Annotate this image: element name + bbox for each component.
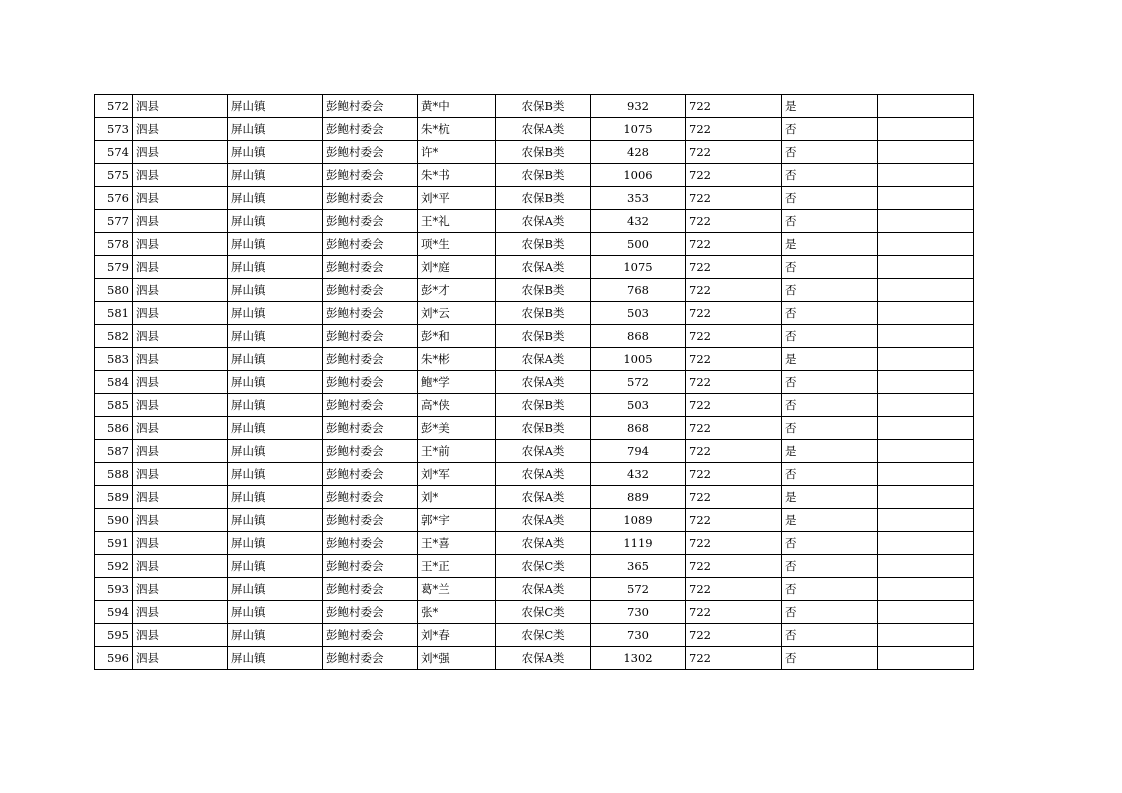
town-cell: 屏山镇 [228,210,323,233]
row-number: 572 [95,95,133,118]
category-cell: 农保B类 [496,164,591,187]
name-cell: 黄*中 [418,95,496,118]
town-cell: 屏山镇 [228,118,323,141]
village-cell: 彭鲍村委会 [323,141,418,164]
table-row [95,647,974,670]
village-cell: 彭鲍村委会 [323,624,418,647]
flag-cell: 否 [782,647,878,670]
county-cell: 泗县 [133,164,228,187]
note-cell [878,256,974,279]
county-cell: 泗县 [133,187,228,210]
name-cell: 刘* [418,486,496,509]
note-cell [878,279,974,302]
table-row [95,417,974,440]
flag-cell: 否 [782,532,878,555]
category-cell: 农保A类 [496,256,591,279]
county-cell: 泗县 [133,486,228,509]
town-cell: 屏山镇 [228,141,323,164]
name-cell: 朱*彬 [418,348,496,371]
category-cell: 农保B类 [496,141,591,164]
flag-cell: 否 [782,394,878,417]
row-number: 574 [95,141,133,164]
table-row [95,624,974,647]
name-cell: 刘*军 [418,463,496,486]
category-cell: 农保C类 [496,555,591,578]
note-cell [878,578,974,601]
category-cell: 农保A类 [496,440,591,463]
standard-cell: 722 [686,601,782,624]
note-cell [878,164,974,187]
standard-cell: 722 [686,279,782,302]
standard-cell: 722 [686,164,782,187]
name-cell: 刘*强 [418,647,496,670]
county-cell: 泗县 [133,509,228,532]
row-number: 578 [95,233,133,256]
standard-cell: 722 [686,118,782,141]
name-cell: 张* [418,601,496,624]
name-cell: 郭*宇 [418,509,496,532]
row-number: 588 [95,463,133,486]
amount-cell: 432 [591,210,686,233]
table-row [95,532,974,555]
county-cell: 泗县 [133,417,228,440]
county-cell: 泗县 [133,371,228,394]
village-cell: 彭鲍村委会 [323,118,418,141]
village-cell: 彭鲍村委会 [323,233,418,256]
village-cell: 彭鲍村委会 [323,279,418,302]
name-cell: 项*生 [418,233,496,256]
flag-cell: 否 [782,164,878,187]
category-cell: 农保B类 [496,417,591,440]
flag-cell: 否 [782,141,878,164]
standard-cell: 722 [686,463,782,486]
name-cell: 刘*云 [418,302,496,325]
name-cell: 刘*春 [418,624,496,647]
table-row [95,95,974,118]
row-number: 580 [95,279,133,302]
town-cell: 屏山镇 [228,486,323,509]
village-cell: 彭鲍村委会 [323,325,418,348]
standard-cell: 722 [686,624,782,647]
town-cell: 屏山镇 [228,624,323,647]
town-cell: 屏山镇 [228,164,323,187]
note-cell [878,624,974,647]
town-cell: 屏山镇 [228,348,323,371]
name-cell: 朱*杭 [418,118,496,141]
amount-cell: 1119 [591,532,686,555]
row-number: 576 [95,187,133,210]
town-cell: 屏山镇 [228,187,323,210]
village-cell: 彭鲍村委会 [323,578,418,601]
standard-cell: 722 [686,348,782,371]
name-cell: 刘*平 [418,187,496,210]
county-cell: 泗县 [133,210,228,233]
row-number: 581 [95,302,133,325]
amount-cell: 572 [591,578,686,601]
flag-cell: 否 [782,187,878,210]
flag-cell: 否 [782,210,878,233]
flag-cell: 否 [782,371,878,394]
amount-cell: 1075 [591,256,686,279]
name-cell: 许* [418,141,496,164]
standard-cell: 722 [686,325,782,348]
category-cell: 农保B类 [496,233,591,256]
name-cell: 高*侠 [418,394,496,417]
row-number: 590 [95,509,133,532]
standard-cell: 722 [686,417,782,440]
table-row [95,578,974,601]
village-cell: 彭鲍村委会 [323,647,418,670]
amount-cell: 1005 [591,348,686,371]
note-cell [878,440,974,463]
standard-cell: 722 [686,486,782,509]
table-row [95,233,974,256]
table-row [95,187,974,210]
category-cell: 农保B类 [496,394,591,417]
amount-cell: 572 [591,371,686,394]
town-cell: 屏山镇 [228,233,323,256]
county-cell: 泗县 [133,141,228,164]
amount-cell: 868 [591,325,686,348]
amount-cell: 503 [591,394,686,417]
flag-cell: 是 [782,95,878,118]
county-cell: 泗县 [133,256,228,279]
county-cell: 泗县 [133,302,228,325]
row-number: 596 [95,647,133,670]
village-cell: 彭鲍村委会 [323,95,418,118]
town-cell: 屏山镇 [228,256,323,279]
category-cell: 农保A类 [496,348,591,371]
village-cell: 彭鲍村委会 [323,486,418,509]
note-cell [878,210,974,233]
category-cell: 农保B类 [496,95,591,118]
row-number: 591 [95,532,133,555]
county-cell: 泗县 [133,463,228,486]
amount-cell: 1006 [591,164,686,187]
county-cell: 泗县 [133,532,228,555]
table-row [95,486,974,509]
name-cell: 刘*庭 [418,256,496,279]
category-cell: 农保A类 [496,578,591,601]
table-row [95,210,974,233]
village-cell: 彭鲍村委会 [323,164,418,187]
table-row [95,256,974,279]
name-cell: 王*正 [418,555,496,578]
town-cell: 屏山镇 [228,440,323,463]
amount-cell: 428 [591,141,686,164]
category-cell: 农保A类 [496,486,591,509]
town-cell: 屏山镇 [228,578,323,601]
row-number: 584 [95,371,133,394]
standard-cell: 722 [686,371,782,394]
village-cell: 彭鲍村委会 [323,371,418,394]
flag-cell: 否 [782,256,878,279]
standard-cell: 722 [686,187,782,210]
standard-cell: 722 [686,95,782,118]
note-cell [878,486,974,509]
note-cell [878,647,974,670]
row-number: 582 [95,325,133,348]
county-cell: 泗县 [133,279,228,302]
flag-cell: 否 [782,302,878,325]
standard-cell: 722 [686,509,782,532]
village-cell: 彭鲍村委会 [323,187,418,210]
note-cell [878,394,974,417]
table-row [95,164,974,187]
county-cell: 泗县 [133,624,228,647]
row-number: 593 [95,578,133,601]
flag-cell: 否 [782,624,878,647]
standard-cell: 722 [686,233,782,256]
village-cell: 彭鲍村委会 [323,210,418,233]
category-cell: 农保B类 [496,302,591,325]
note-cell [878,509,974,532]
standard-cell: 722 [686,555,782,578]
town-cell: 屏山镇 [228,325,323,348]
amount-cell: 500 [591,233,686,256]
table-row [95,440,974,463]
note-cell [878,348,974,371]
amount-cell: 730 [591,601,686,624]
table-row [95,601,974,624]
town-cell: 屏山镇 [228,417,323,440]
amount-cell: 1075 [591,118,686,141]
roster-table [94,94,974,670]
note-cell [878,417,974,440]
table-row [95,302,974,325]
table-row [95,325,974,348]
category-cell: 农保C类 [496,624,591,647]
standard-cell: 722 [686,256,782,279]
row-number: 575 [95,164,133,187]
town-cell: 屏山镇 [228,601,323,624]
flag-cell: 否 [782,578,878,601]
row-number: 577 [95,210,133,233]
roster-body [95,95,974,670]
county-cell: 泗县 [133,95,228,118]
town-cell: 屏山镇 [228,302,323,325]
county-cell: 泗县 [133,233,228,256]
amount-cell: 730 [591,624,686,647]
name-cell: 彭*美 [418,417,496,440]
standard-cell: 722 [686,440,782,463]
amount-cell: 889 [591,486,686,509]
note-cell [878,233,974,256]
county-cell: 泗县 [133,440,228,463]
category-cell: 农保B类 [496,187,591,210]
flag-cell: 是 [782,509,878,532]
row-number: 587 [95,440,133,463]
category-cell: 农保A类 [496,463,591,486]
amount-cell: 932 [591,95,686,118]
county-cell: 泗县 [133,325,228,348]
row-number: 579 [95,256,133,279]
town-cell: 屏山镇 [228,394,323,417]
row-number: 589 [95,486,133,509]
county-cell: 泗县 [133,555,228,578]
village-cell: 彭鲍村委会 [323,302,418,325]
county-cell: 泗县 [133,601,228,624]
county-cell: 泗县 [133,647,228,670]
standard-cell: 722 [686,210,782,233]
flag-cell: 是 [782,233,878,256]
town-cell: 屏山镇 [228,371,323,394]
flag-cell: 否 [782,325,878,348]
amount-cell: 868 [591,417,686,440]
name-cell: 王*喜 [418,532,496,555]
table-row [95,118,974,141]
name-cell: 彭*和 [418,325,496,348]
town-cell: 屏山镇 [228,509,323,532]
standard-cell: 722 [686,647,782,670]
note-cell [878,141,974,164]
name-cell: 鲍*学 [418,371,496,394]
flag-cell: 是 [782,440,878,463]
flag-cell: 是 [782,348,878,371]
note-cell [878,118,974,141]
note-cell [878,555,974,578]
note-cell [878,302,974,325]
name-cell: 朱*书 [418,164,496,187]
row-number: 585 [95,394,133,417]
category-cell: 农保A类 [496,371,591,394]
town-cell: 屏山镇 [228,532,323,555]
flag-cell: 否 [782,555,878,578]
table-row [95,348,974,371]
amount-cell: 503 [591,302,686,325]
county-cell: 泗县 [133,348,228,371]
row-number: 592 [95,555,133,578]
village-cell: 彭鲍村委会 [323,532,418,555]
town-cell: 屏山镇 [228,647,323,670]
standard-cell: 722 [686,141,782,164]
category-cell: 农保B类 [496,325,591,348]
amount-cell: 365 [591,555,686,578]
document-page [94,94,973,670]
village-cell: 彭鲍村委会 [323,417,418,440]
note-cell [878,325,974,348]
name-cell: 王*前 [418,440,496,463]
town-cell: 屏山镇 [228,279,323,302]
village-cell: 彭鲍村委会 [323,440,418,463]
village-cell: 彭鲍村委会 [323,394,418,417]
category-cell: 农保A类 [496,210,591,233]
flag-cell: 否 [782,279,878,302]
category-cell: 农保A类 [496,647,591,670]
amount-cell: 794 [591,440,686,463]
town-cell: 屏山镇 [228,463,323,486]
category-cell: 农保A类 [496,509,591,532]
note-cell [878,371,974,394]
table-row [95,141,974,164]
note-cell [878,95,974,118]
name-cell: 彭*才 [418,279,496,302]
row-number: 583 [95,348,133,371]
county-cell: 泗县 [133,578,228,601]
standard-cell: 722 [686,394,782,417]
table-row [95,394,974,417]
note-cell [878,187,974,210]
village-cell: 彭鲍村委会 [323,555,418,578]
flag-cell: 否 [782,118,878,141]
standard-cell: 722 [686,302,782,325]
amount-cell: 768 [591,279,686,302]
category-cell: 农保A类 [496,118,591,141]
amount-cell: 432 [591,463,686,486]
village-cell: 彭鲍村委会 [323,348,418,371]
table-row [95,555,974,578]
category-cell: 农保B类 [496,279,591,302]
row-number: 595 [95,624,133,647]
table-row [95,463,974,486]
row-number: 586 [95,417,133,440]
note-cell [878,532,974,555]
name-cell: 葛*兰 [418,578,496,601]
table-row [95,371,974,394]
standard-cell: 722 [686,532,782,555]
row-number: 594 [95,601,133,624]
town-cell: 屏山镇 [228,555,323,578]
note-cell [878,601,974,624]
amount-cell: 1302 [591,647,686,670]
amount-cell: 353 [591,187,686,210]
table-row [95,279,974,302]
table-row [95,509,974,532]
standard-cell: 722 [686,578,782,601]
county-cell: 泗县 [133,394,228,417]
row-number: 573 [95,118,133,141]
note-cell [878,463,974,486]
town-cell: 屏山镇 [228,95,323,118]
village-cell: 彭鲍村委会 [323,601,418,624]
flag-cell: 否 [782,463,878,486]
village-cell: 彭鲍村委会 [323,509,418,532]
name-cell: 王*礼 [418,210,496,233]
village-cell: 彭鲍村委会 [323,463,418,486]
category-cell: 农保C类 [496,601,591,624]
flag-cell: 否 [782,417,878,440]
flag-cell: 否 [782,601,878,624]
category-cell: 农保A类 [496,532,591,555]
flag-cell: 是 [782,486,878,509]
amount-cell: 1089 [591,509,686,532]
county-cell: 泗县 [133,118,228,141]
village-cell: 彭鲍村委会 [323,256,418,279]
